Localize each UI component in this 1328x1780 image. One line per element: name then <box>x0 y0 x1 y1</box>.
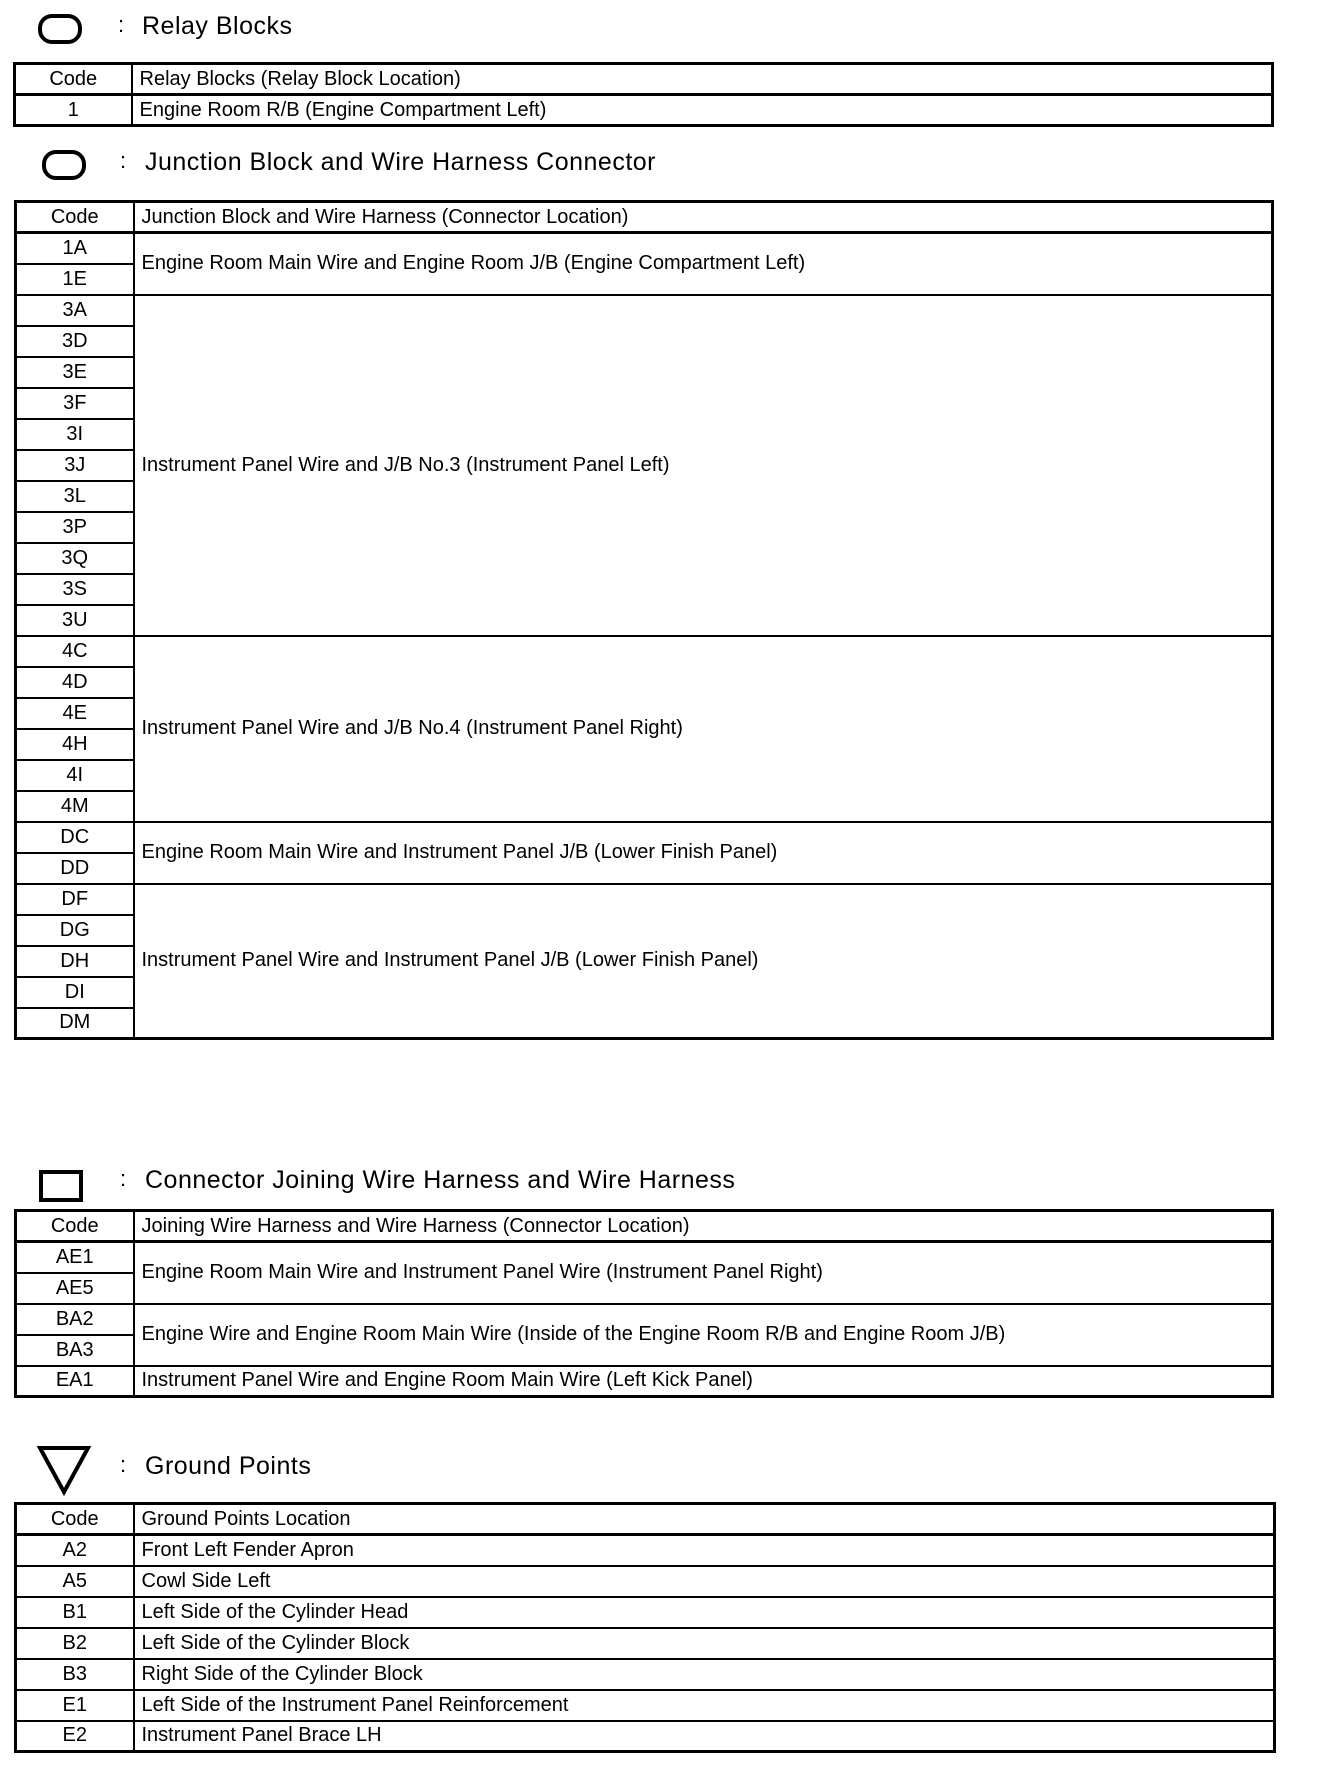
code-cell: DG <box>16 915 134 946</box>
heading-colon: : <box>118 12 125 37</box>
code-cell: BA2 <box>16 1304 134 1335</box>
table-row <box>16 1366 1273 1397</box>
location-cell: Left Side of the Cylinder Head <box>134 1597 1275 1628</box>
code-cell: BA3 <box>16 1335 134 1366</box>
code-cell: 4E <box>16 698 134 729</box>
table-row <box>16 1242 1273 1273</box>
code-cell: E1 <box>16 1690 134 1721</box>
section-title: Junction Block and Wire Harness Connector <box>145 148 657 176</box>
table-row <box>16 1566 1275 1597</box>
table-row <box>16 636 1273 667</box>
location-cell: Engine Room R/B (Engine Compartment Left) <box>132 95 1273 126</box>
table-header-row <box>15 64 1273 95</box>
code-cell: 1 <box>15 95 132 126</box>
location-header: Relay Blocks (Relay Block Location) <box>132 64 1273 95</box>
table-row <box>16 233 1273 264</box>
location-cell: Instrument Panel Wire and J/B No.3 (Instrument Panel Left) <box>134 295 1273 636</box>
code-header: Code <box>16 1211 134 1242</box>
table-row <box>16 295 1273 326</box>
code-header: Code <box>15 64 132 95</box>
code-cell: B2 <box>16 1628 134 1659</box>
table-row <box>16 1659 1275 1690</box>
code-cell: 4I <box>16 760 134 791</box>
code-cell: 3P <box>16 512 134 543</box>
code-cell: 3J <box>16 450 134 481</box>
code-cell: DD <box>16 853 134 884</box>
table-header-row <box>16 202 1273 233</box>
location-cell: Cowl Side Left <box>134 1566 1275 1597</box>
code-cell: AE1 <box>16 1242 134 1273</box>
code-cell: DI <box>16 977 134 1008</box>
code-cell: 3I <box>16 419 134 450</box>
relay-blocks-table <box>13 62 1274 127</box>
heading-colon: : <box>120 1452 127 1477</box>
heading-colon: : <box>120 148 127 173</box>
location-cell: Right Side of the Cylinder Block <box>134 1659 1275 1690</box>
square-icon <box>39 1170 83 1202</box>
code-cell: 4C <box>16 636 134 667</box>
table-header-row <box>16 1211 1273 1242</box>
table-row <box>16 822 1273 853</box>
code-cell: 3F <box>16 388 134 419</box>
triangle-icon <box>36 1444 92 1496</box>
code-cell: DF <box>16 884 134 915</box>
code-cell: EA1 <box>16 1366 134 1397</box>
code-cell: 3D <box>16 326 134 357</box>
code-cell: 3Q <box>16 543 134 574</box>
code-header: Code <box>16 202 134 233</box>
location-cell: Left Side of the Instrument Panel Reinforcement <box>134 1690 1275 1721</box>
table-row <box>16 884 1273 915</box>
code-cell: 4M <box>16 791 134 822</box>
location-cell: Instrument Panel Wire and Instrument Panel J/B (Lower Finish Panel) <box>134 884 1273 1039</box>
code-cell: 1E <box>16 264 134 295</box>
section-title: Relay Blocks <box>142 12 293 40</box>
table-row <box>16 1628 1275 1659</box>
code-cell: AE5 <box>16 1273 134 1304</box>
location-cell: Instrument Panel Wire and Engine Room Main Wire (Left Kick Panel) <box>134 1366 1273 1397</box>
table-row <box>16 1721 1275 1752</box>
code-cell: A2 <box>16 1535 134 1566</box>
ground-points-table <box>14 1502 1276 1753</box>
location-cell: Front Left Fender Apron <box>134 1535 1275 1566</box>
code-cell: 3E <box>16 357 134 388</box>
table-header-row <box>16 1504 1275 1535</box>
location-cell: Engine Room Main Wire and Engine Room J/B (Engine Compartment Left) <box>134 233 1273 295</box>
code-cell: A5 <box>16 1566 134 1597</box>
code-cell: DC <box>16 822 134 853</box>
rounded-rectangle-icon <box>42 150 86 180</box>
code-cell: 1A <box>16 233 134 264</box>
table-row <box>16 1690 1275 1721</box>
code-cell: DH <box>16 946 134 977</box>
location-header: Joining Wire Harness and Wire Harness (Connector Location) <box>134 1211 1273 1242</box>
code-header: Code <box>16 1504 134 1535</box>
code-cell: E2 <box>16 1721 134 1752</box>
heading-colon: : <box>120 1166 127 1191</box>
section-title: Connector Joining Wire Harness and Wire Harness <box>145 1166 736 1194</box>
code-cell: 3A <box>16 295 134 326</box>
location-cell: Left Side of the Cylinder Block <box>134 1628 1275 1659</box>
code-cell: B3 <box>16 1659 134 1690</box>
code-cell: 4D <box>16 667 134 698</box>
code-cell: B1 <box>16 1597 134 1628</box>
table-row <box>16 1535 1275 1566</box>
location-header: Junction Block and Wire Harness (Connector Location) <box>134 202 1273 233</box>
section-title: Ground Points <box>145 1452 312 1480</box>
code-cell: 3S <box>16 574 134 605</box>
location-cell: Engine Room Main Wire and Instrument Panel Wire (Instrument Panel Right) <box>134 1242 1273 1304</box>
junction-block-table <box>14 200 1274 1040</box>
code-cell: 3U <box>16 605 134 636</box>
table-row <box>16 1304 1273 1335</box>
location-cell: Engine Wire and Engine Room Main Wire (Inside of the Engine Room R/B and Engine Room J/B) <box>134 1304 1273 1366</box>
location-cell: Instrument Panel Wire and J/B No.4 (Instrument Panel Right) <box>134 636 1273 822</box>
rounded-rectangle-icon <box>38 14 82 44</box>
joining-connector-table <box>14 1209 1274 1398</box>
code-cell: 3L <box>16 481 134 512</box>
location-cell: Engine Room Main Wire and Instrument Panel J/B (Lower Finish Panel) <box>134 822 1273 884</box>
table-row <box>16 1597 1275 1628</box>
location-header: Ground Points Location <box>134 1504 1275 1535</box>
code-cell: 4H <box>16 729 134 760</box>
code-cell: DM <box>16 1008 134 1039</box>
table-row <box>15 95 1273 126</box>
location-cell: Instrument Panel Brace LH <box>134 1721 1275 1752</box>
